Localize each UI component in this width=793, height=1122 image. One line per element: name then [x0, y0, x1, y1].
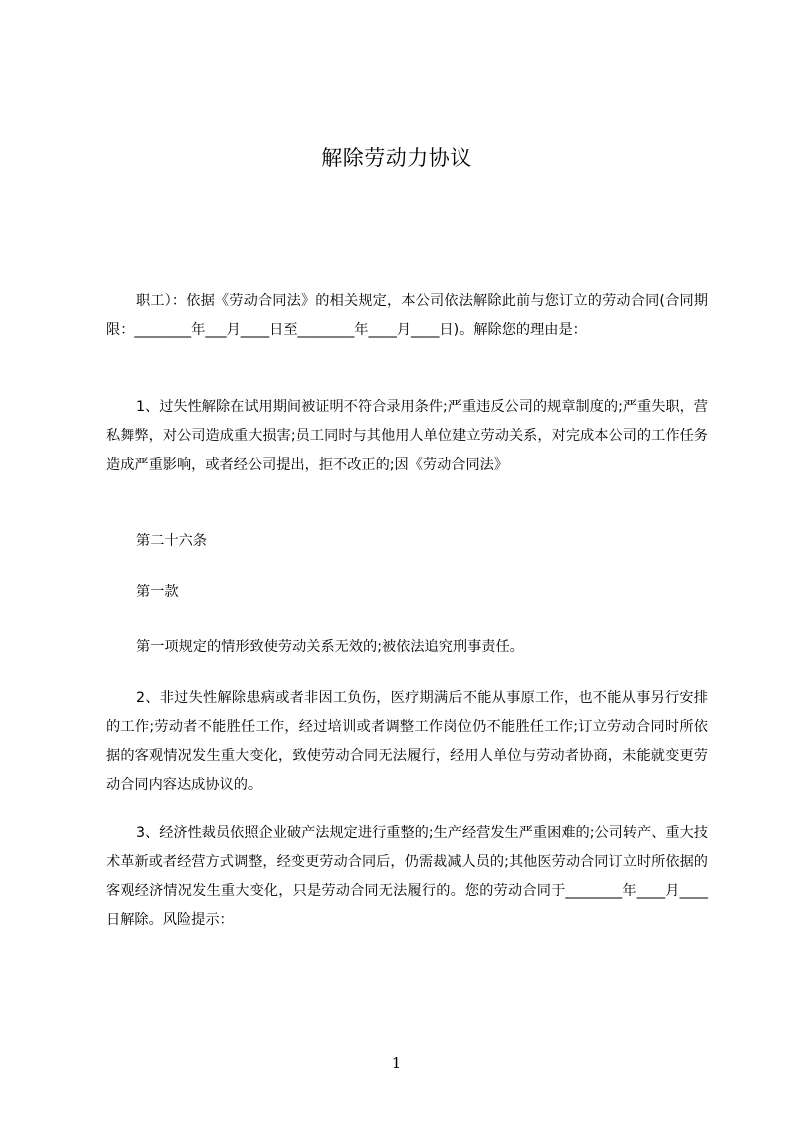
clause-line: 第一款: [136, 584, 179, 600]
item-line: 第一项规定的情形致使劳动关系无效的;被依法追究刑事责任。: [136, 639, 524, 655]
page-number: 1: [391, 1054, 402, 1072]
paragraph-non-fault-dismissal: 2、非过失性解除患病或者非因工负伤，医疗期满后不能从事原工作，也不能从事另行安排的工作;劳动者不能胜任工作，经过培训或者调整工作岗位仍不能胜任工作;订立劳动合同时所依据的客观情况发生重大变化，致使劳动合同无法履行，经用人单位与劳动者协商，未能就变更劳动合同内容达成协议的。: [106, 690, 708, 793]
paragraph-fault-dismissal: 1、过失性解除在试用期间被证明不符合录用条件;严重违反公司的规章制度的;严重失职，营私舞弊，对公司造成重大损害;员工同时与其他用人单位建立劳动关系，对完成本公司的工作任务造成严重影响，或者经公司提出，拒不改正的;因《劳动合同法》: [106, 399, 708, 473]
paragraph-economic-layoff: 3、经济性裁员依照企业破产法规定进行重整的;生产经营发生严重困难的;公司转产、重大技术革新或者经营方式调整，经变更劳动合同后，仍需裁减人员的;其他医劳动合同订立时所依据的客观经济情况发生重大变化，只是劳动合同无法履行的。您的劳动合同于________年____月____日解除。风险提示：: [106, 825, 708, 928]
article-line: 第二十六条: [136, 533, 207, 549]
paragraph-intro: 职工）：依据《劳动合同法》的相关规定，本公司依法解除此前与您订立的劳动合同(合同期限：________年___月____日至________年____月____日)。解除您的理由是：: [106, 293, 708, 338]
document-title: 解除劳动力协议: [321, 146, 472, 170]
